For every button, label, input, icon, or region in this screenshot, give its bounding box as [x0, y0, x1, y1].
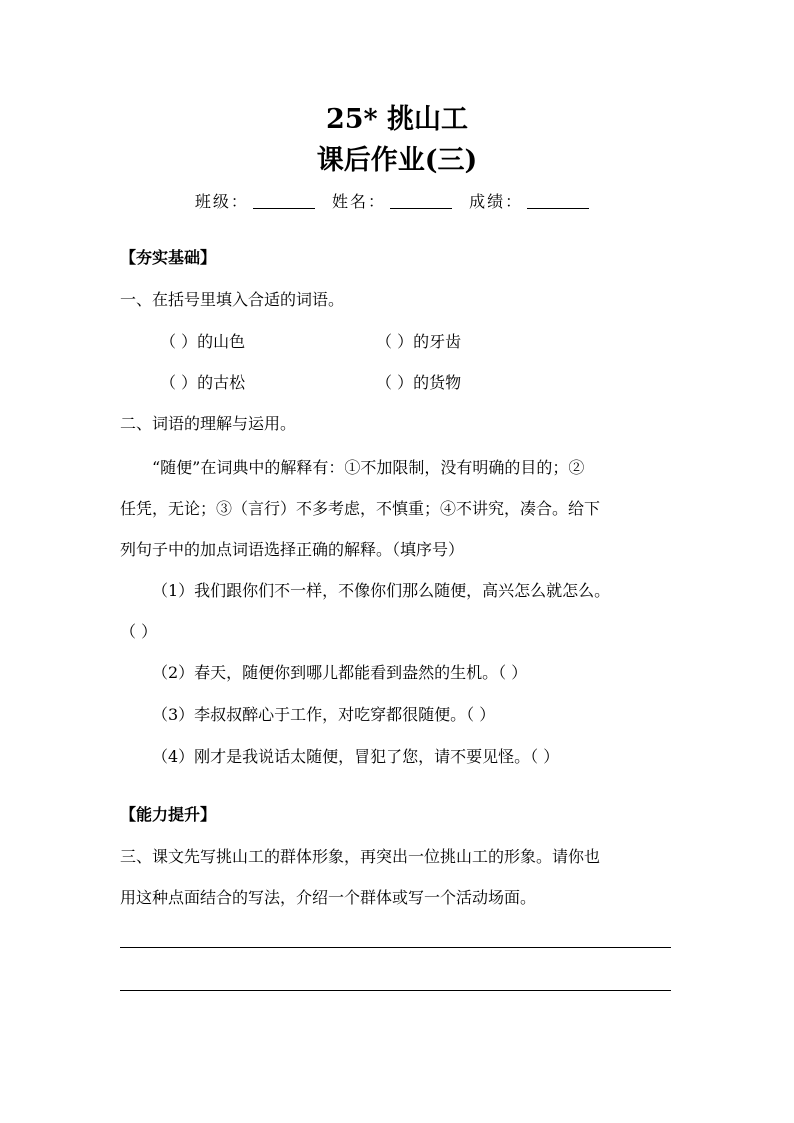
- page-subtitle: 课后作业(三): [316, 145, 478, 176]
- answer-line-1[interactable]: [120, 947, 671, 948]
- q2-para-line-1: “随便”在词典中的解释有：①不加限制，没有明确的目的；②: [152, 458, 585, 477]
- score-blank[interactable]: [527, 190, 589, 209]
- q3-prompt-line-2: 用这种点面结合的写法，介绍一个群体或写一个活动场面。: [120, 888, 537, 907]
- page-title: 25* 挑山工: [325, 104, 469, 135]
- name-blank[interactable]: [390, 190, 452, 209]
- q2-prompt: 二、词语的理解与运用。: [120, 414, 297, 433]
- student-info-row: [0, 190, 794, 214]
- score-label: 成绩：: [469, 192, 524, 211]
- class-blank[interactable]: [253, 190, 315, 209]
- name-label: 姓名：: [331, 192, 386, 211]
- q1-prompt: 一、在括号里填入合适的词语。: [120, 290, 345, 309]
- q1-item-1: （ ）的山色: [160, 332, 246, 351]
- class-label: 班级：: [194, 192, 249, 211]
- q2-sentence-3: （3）李叔叔醉心于工作，对吃穿都很随便。（ ）: [152, 705, 496, 724]
- q2-sentence-4: （4）刚才是我说话太随便，冒犯了您，请不要见怪。（ ）: [152, 747, 560, 766]
- q2-para-line-2: 任凭，无论；③（言行）不多考虑，不慎重；④不讲究，凑合。给下: [120, 499, 601, 518]
- q2-para-line-3: 列句子中的加点词语选择正确的解释。（填序号）: [120, 540, 465, 559]
- answer-line-2[interactable]: [120, 990, 671, 991]
- q1-item-2: （ ）的牙齿: [376, 332, 462, 351]
- q3-prompt-line-1: 三、课文先写挑山工的群体形象，再突出一位挑山工的形象。请你也: [120, 847, 601, 866]
- q2-sentence-1: （1）我们跟你们不一样，不像你们那么随便，高兴怎么就怎么。: [152, 581, 611, 600]
- q1-item-3: （ ）的古松: [160, 373, 246, 392]
- section-basic-heading: 【夯实基础】: [120, 248, 217, 267]
- q2-sentence-2: （2）春天，随便你到哪儿都能看到盎然的生机。（ ）: [152, 663, 528, 682]
- q1-item-4: （ ）的货物: [376, 373, 462, 392]
- q2-sentence-1-answer: （ ）: [120, 622, 158, 641]
- section-advanced-heading: 【能力提升】: [120, 805, 217, 824]
